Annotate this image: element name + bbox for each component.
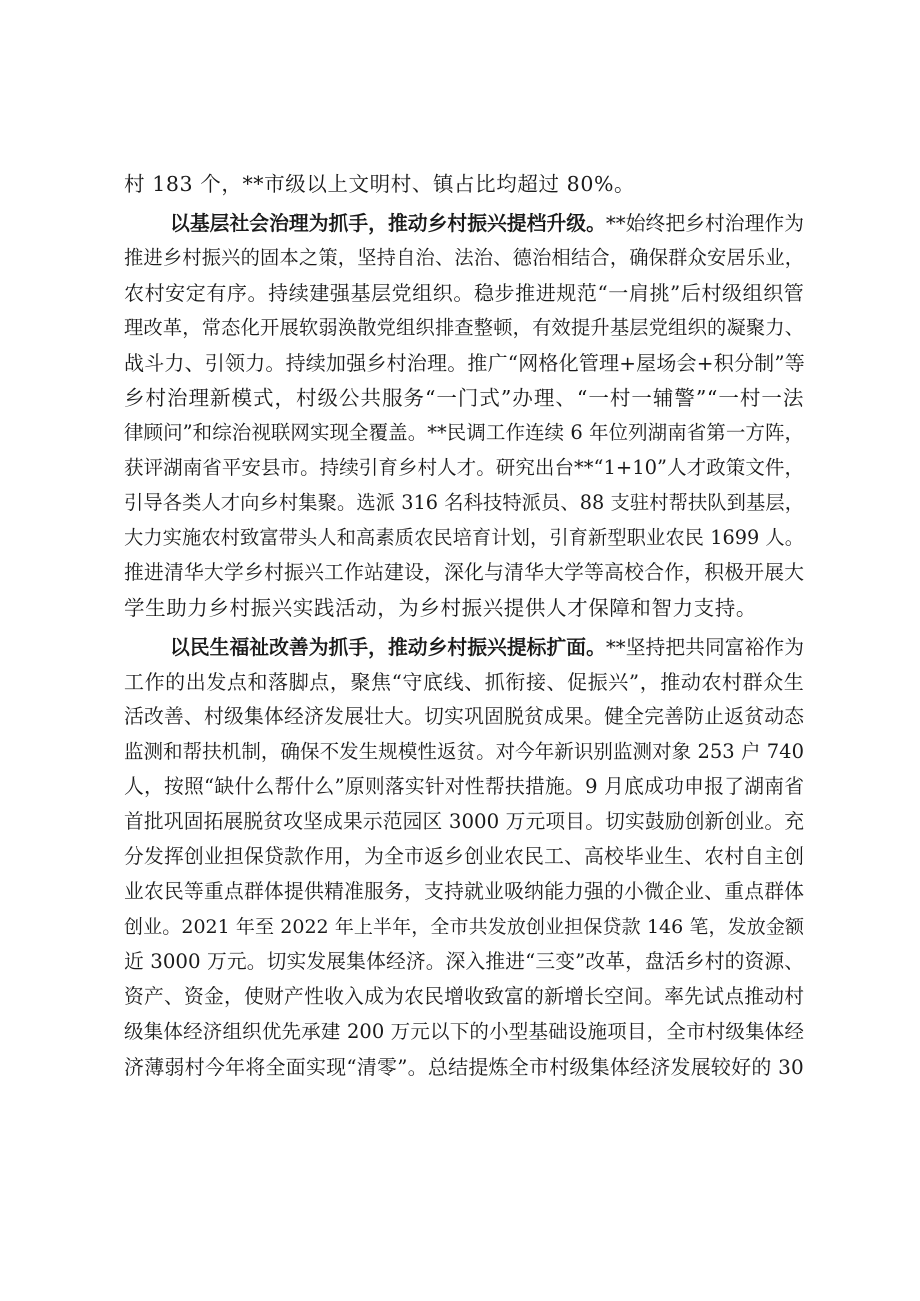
paragraph-line — [124, 702, 804, 732]
line-text: 获评湖南省平安县市。持续引育乡村人才。研究出台**“1+10”人才政策文件， — [124, 456, 804, 479]
line-text: **始终把乡村治理作为 — [605, 212, 804, 235]
paragraph-line — [124, 348, 804, 378]
line-text: 战斗力、引领力。持续加强乡村治理。推广“网格化管理+屋场会+积分制”等 — [124, 351, 805, 375]
line-text: 律顾问”和综治视联网实现全覆盖。**民调工作连续 6 年位列湖南省第一方阵， — [124, 421, 804, 444]
paragraph-line — [124, 488, 804, 518]
paragraph-line — [124, 982, 804, 1012]
paragraph-line — [124, 877, 804, 907]
paragraph-line — [124, 1017, 804, 1047]
paragraph-line — [124, 169, 804, 199]
line-text: 村 183 个，**市级以上文明村、镇占比均超过 80%。 — [124, 172, 636, 196]
paragraph-line — [124, 593, 804, 623]
line-text: 活改善、村级集体经济发展壮大。切实巩固脱贫成果。健全完善防止返贫动态 — [124, 705, 804, 728]
line-text: 学生助力乡村振兴实践活动，为乡村振兴提供人才保障和智力支持。 — [124, 596, 757, 620]
paragraph-line — [124, 912, 804, 942]
line-text: 乡村治理新模式，村级公共服务“一门式”办理、“一村一辅警”“一村一法 — [124, 386, 804, 410]
paragraph-line — [124, 807, 804, 837]
line-text: 近 3000 万元。切实发展集体经济。深入推进“三变”改革，盘活乡村的资源、 — [124, 950, 804, 973]
line-text: 资产、资金，使财产性收入成为农民增收致富的新增长空间。率先试点推动村 — [124, 985, 804, 1008]
paragraph-line — [124, 453, 804, 483]
paragraph-first-line — [170, 208, 804, 239]
paragraph-heading: 以民生福祉改善为抓手，推动乡村振兴提标扩面。 — [170, 635, 606, 659]
line-text: 监测和帮扶机制，确保不发生规模性返贫。对今年新识别监测对象 253 户 740 — [124, 740, 804, 763]
paragraph-line — [124, 313, 804, 343]
line-text: 理改革，常态化开展软弱涣散党组织排查整顿，有效提升基层党组织的凝聚力、 — [124, 316, 804, 339]
paragraph-line — [124, 842, 804, 872]
paragraph-first-line — [170, 632, 804, 663]
paragraph-line — [124, 523, 804, 553]
line-text: 首批巩固拓展脱贫攻坚成果示范园区 3000 万元项目。切实鼓励创新创业。充 — [124, 810, 804, 833]
line-text: 推进清华大学乡村振兴工作站建设，深化与清华大学等高校合作，积极开展大 — [124, 561, 804, 584]
line-text: 业农民等重点群体提供精准服务，支持就业吸纳能力强的小微企业、重点群体 — [124, 880, 804, 903]
line-text: **坚持把共同富裕作为 — [605, 636, 804, 659]
paragraph-line — [124, 558, 804, 588]
line-text: 引导各类人才向乡村集聚。选派 316 名科技特派员、88 支驻村帮扶队到基层， — [124, 491, 804, 514]
line-text: 推进乡村振兴的固本之策，坚持自治、法治、德治相结合，确保群众安居乐业， — [124, 246, 804, 269]
paragraph-heading: 以基层社会治理为抓手，推动乡村振兴提档升级。 — [170, 211, 606, 235]
line-text: 创业。2021 年至 2022 年上半年，全市共发放创业担保贷款 146 笔，发放金额 — [124, 916, 804, 938]
line-text: 工作的出发点和落脚点，聚焦“守底线、抓衔接、促振兴”，推动农村群众生 — [124, 670, 804, 694]
paragraph-line — [124, 383, 804, 413]
line-text: 级集体经济组织优先承建 200 万元以下的小型基础设施项目，全市村级集体经 — [124, 1020, 804, 1043]
line-text: 济薄弱村今年将全面实现“清零”。总结提炼全市村级集体经济发展较好的 30 — [124, 1055, 804, 1079]
paragraph-line — [124, 772, 804, 802]
line-text: 大力实施农村致富带头人和高素质农民培育计划，引育新型职业农民 1699 人。 — [124, 526, 804, 549]
line-text: 农村安定有序。持续建强基层党组织。稳步推进规范“一肩挑”后村级组织管 — [124, 281, 804, 305]
paragraph-line — [124, 243, 804, 273]
line-text: 人，按照“缺什么帮什么”原则落实针对性帮扶措施。9 月底成功申报了湖南省 — [124, 775, 804, 798]
paragraph-line — [124, 737, 804, 767]
line-text: 分发挥创业担保贷款作用，为全市返乡创业农民工、高校毕业生、农村自主创 — [124, 845, 804, 868]
paragraph-line — [124, 1052, 804, 1082]
paragraph-line — [124, 418, 804, 448]
paragraph-line — [124, 947, 804, 977]
paragraph-line — [124, 278, 804, 308]
paragraph-line — [124, 667, 804, 697]
